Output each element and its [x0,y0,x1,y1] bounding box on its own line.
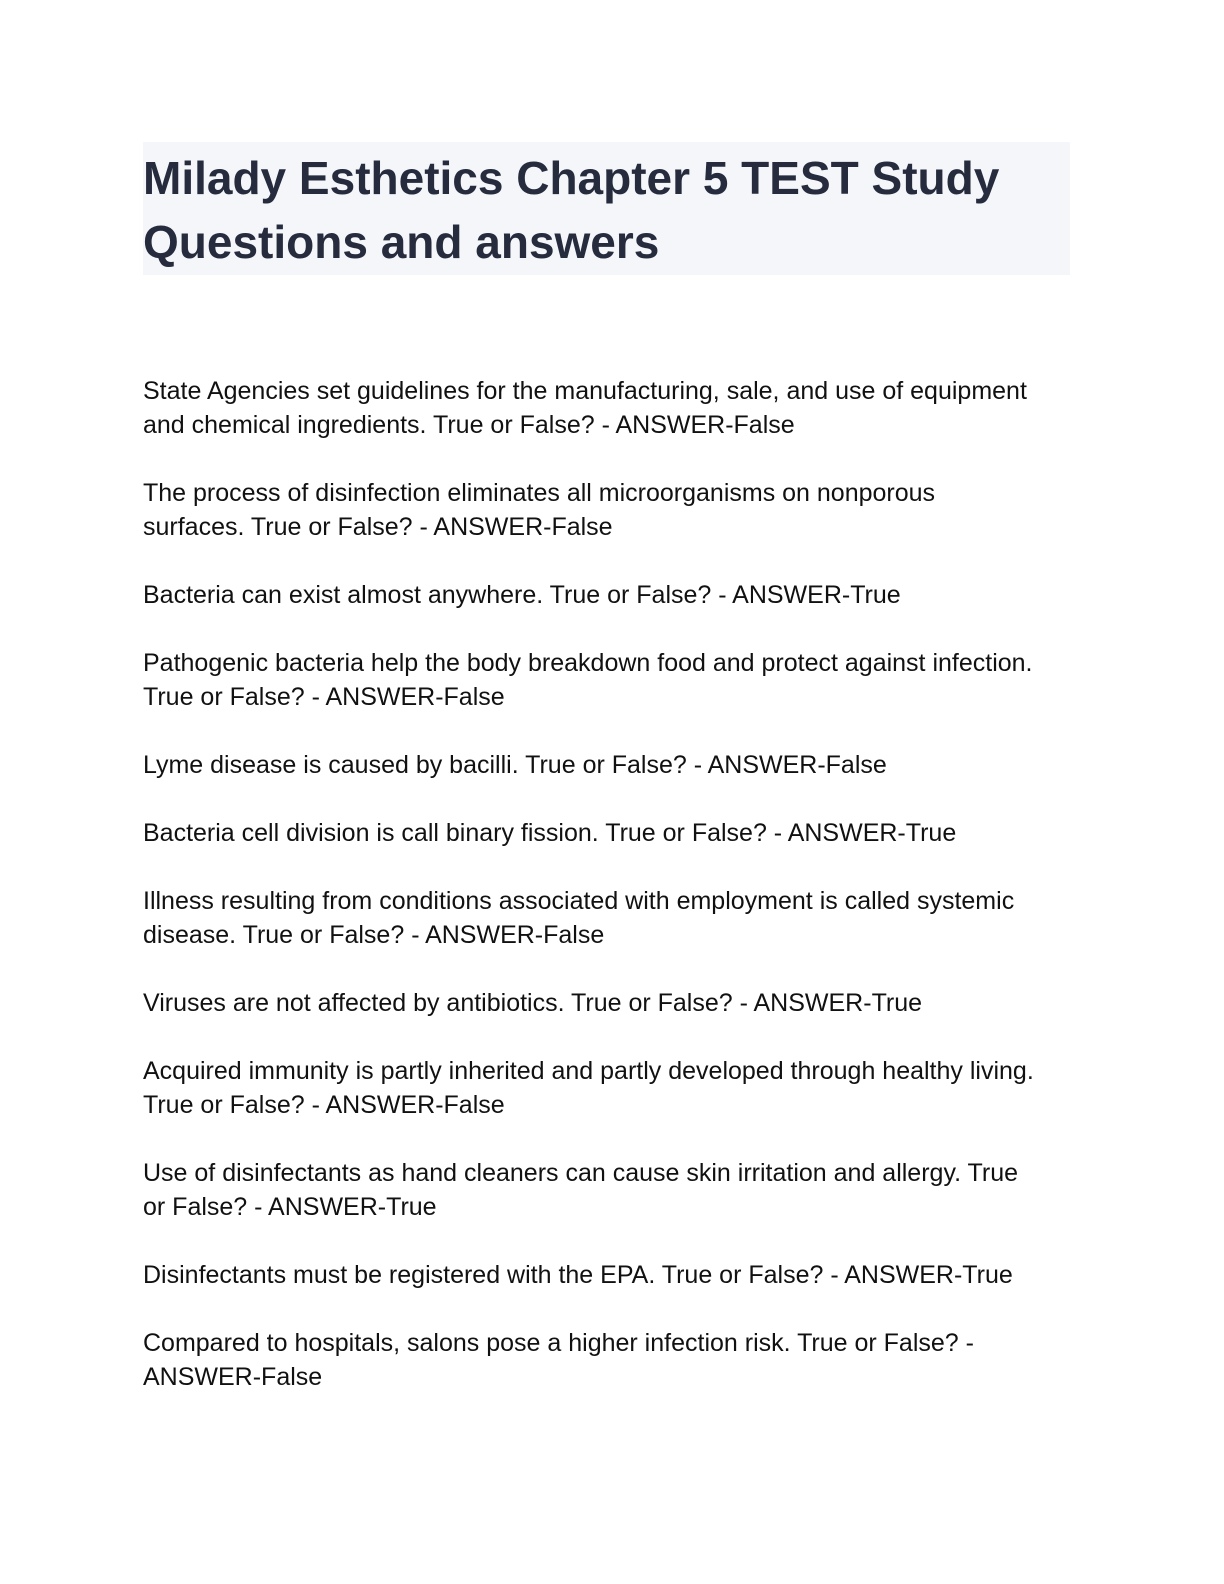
qa-item: Use of disinfectants as hand cleaners can cause skin irritation and allergy. True or False? - ANSWER-True [143,1159,1018,1221]
qa-item: Pathogenic bacteria help the body breakdown food and protect against infection. True or False? - ANSWER-False [143,649,1033,711]
qa-item: Disinfectants must be registered with the EPA. True or False? - ANSWER-True [143,1261,1013,1289]
qa-item: State Agencies set guidelines for the manufacturing, sale, and use of equipment and chemical ingredients. True or False? - ANSWER-False [143,377,1027,439]
qa-item: Bacteria cell division is call binary fission. True or False? - ANSWER-True [143,819,957,847]
qa-item: Illness resulting from conditions associated with employment is called systemic disease. True or False? - ANSWER-False [143,887,1015,949]
qa-item: Lyme disease is caused by bacilli. True or False? - ANSWER-False [143,751,887,779]
qa-item: Bacteria can exist almost anywhere. True or False? - ANSWER-True [143,581,901,609]
qa-item: Compared to hospitals, salons pose a higher infection risk. True or False? - ANSWER-False [143,1329,974,1391]
qa-list [143,374,1073,1428]
qa-item: Acquired immunity is partly inherited and partly developed through healthy living. True or False? - ANSWER-False [143,1057,1034,1119]
page-title: Milady Esthetics Chapter 5 TEST Study Questions and answers [143,152,1000,268]
title-banner [143,142,1070,275]
qa-item: Viruses are not affected by antibiotics. True or False? - ANSWER-True [143,989,923,1017]
qa-item: The process of disinfection eliminates all microorganisms on nonporous surfaces. True or False? - ANSWER-False [143,479,936,541]
